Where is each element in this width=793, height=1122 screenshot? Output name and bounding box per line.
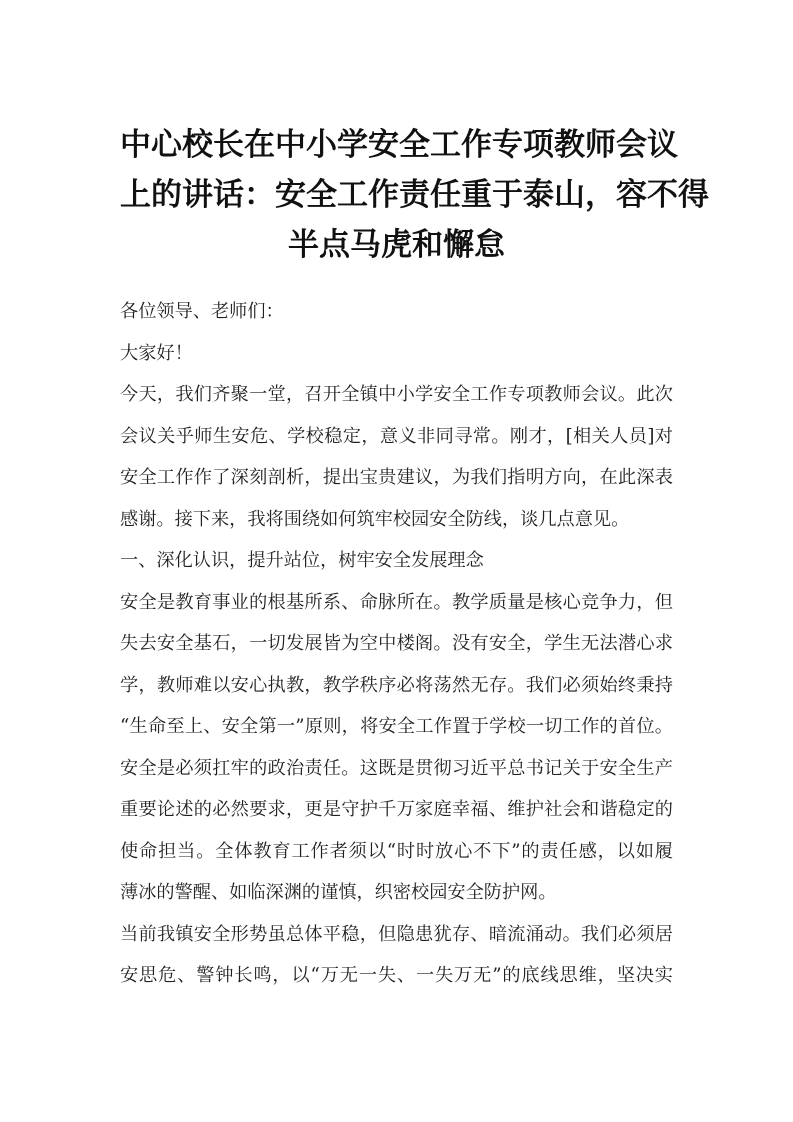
title-line-2: 上的讲话：安全工作责任重于泰山，容不得	[120, 177, 709, 213]
paragraph-foundation	[120, 582, 673, 748]
paragraph-line: 安思危、警钟长鸣，以“万无一失、一失万无”的底线思维，坚决实	[120, 965, 673, 986]
section-heading-1	[120, 540, 673, 582]
document-title	[120, 120, 709, 270]
salutation: 各位领导、老师们：	[120, 301, 284, 322]
paragraph-line: 使命担当。全体教育工作者须以“时时放心不下”的责任感，以如履	[120, 840, 673, 862]
greeting: 大家好！	[120, 342, 193, 364]
title-line-1: 中心校长在中小学安全工作专项教师会议	[120, 127, 678, 163]
paragraph-opening	[120, 374, 673, 540]
paragraph-current-situation	[120, 914, 673, 997]
paragraph-responsibility	[120, 748, 673, 914]
paragraph-line: 薄冰的警醒、如临深渊的谨慎，织密校园安全防护网。	[120, 882, 557, 903]
document-body	[120, 291, 673, 997]
paragraph-line: 今天，我们齐聚一堂，召开全镇中小学安全工作专项教师会议。此次	[120, 384, 673, 405]
paragraph-line: “生命至上、安全第一”原则，将安全工作置于学校一切工作的首位。	[120, 716, 673, 737]
paragraph-line: 安全工作作了深刻剖析，提出宝贵建议，为我们指明方向，在此深表	[120, 467, 673, 488]
paragraph-line: 学，教师难以安心执教，教学秩序必将荡然无存。我们必须始终秉持	[120, 674, 673, 696]
paragraph-line: 感谢。接下来，我将围绕如何筑牢校园安全防线，谈几点意见。	[120, 508, 630, 530]
paragraph-line: 重要论述的必然要求，更是守护千万家庭幸福、维护社会和谐稳定的	[120, 799, 673, 820]
title-line-3: 半点马虎和懈怠	[288, 227, 505, 263]
paragraph-line: 失去安全基石，一切发展皆为空中楼阁。没有安全，学生无法潜心求	[120, 633, 673, 654]
paragraph-line: 安全是必须扛牢的政治责任。这既是贯彻习近平总书记关于安全生产	[120, 757, 673, 779]
section-heading-text: 一、深化认识，提升站位，树牢安全发展理念	[120, 550, 484, 571]
paragraph-line: 当前我镇安全形势虽总体平稳，但隐患犹存、暗流涌动。我们必须居	[120, 923, 673, 945]
paragraph-line: 安全是教育事业的根基所系、命脉所在。教学质量是核心竞争力，但	[120, 591, 673, 613]
paragraph-line: 会议关乎师生安危、学校稳定，意义非同寻常。刚才，[相关人员]对	[120, 425, 673, 447]
